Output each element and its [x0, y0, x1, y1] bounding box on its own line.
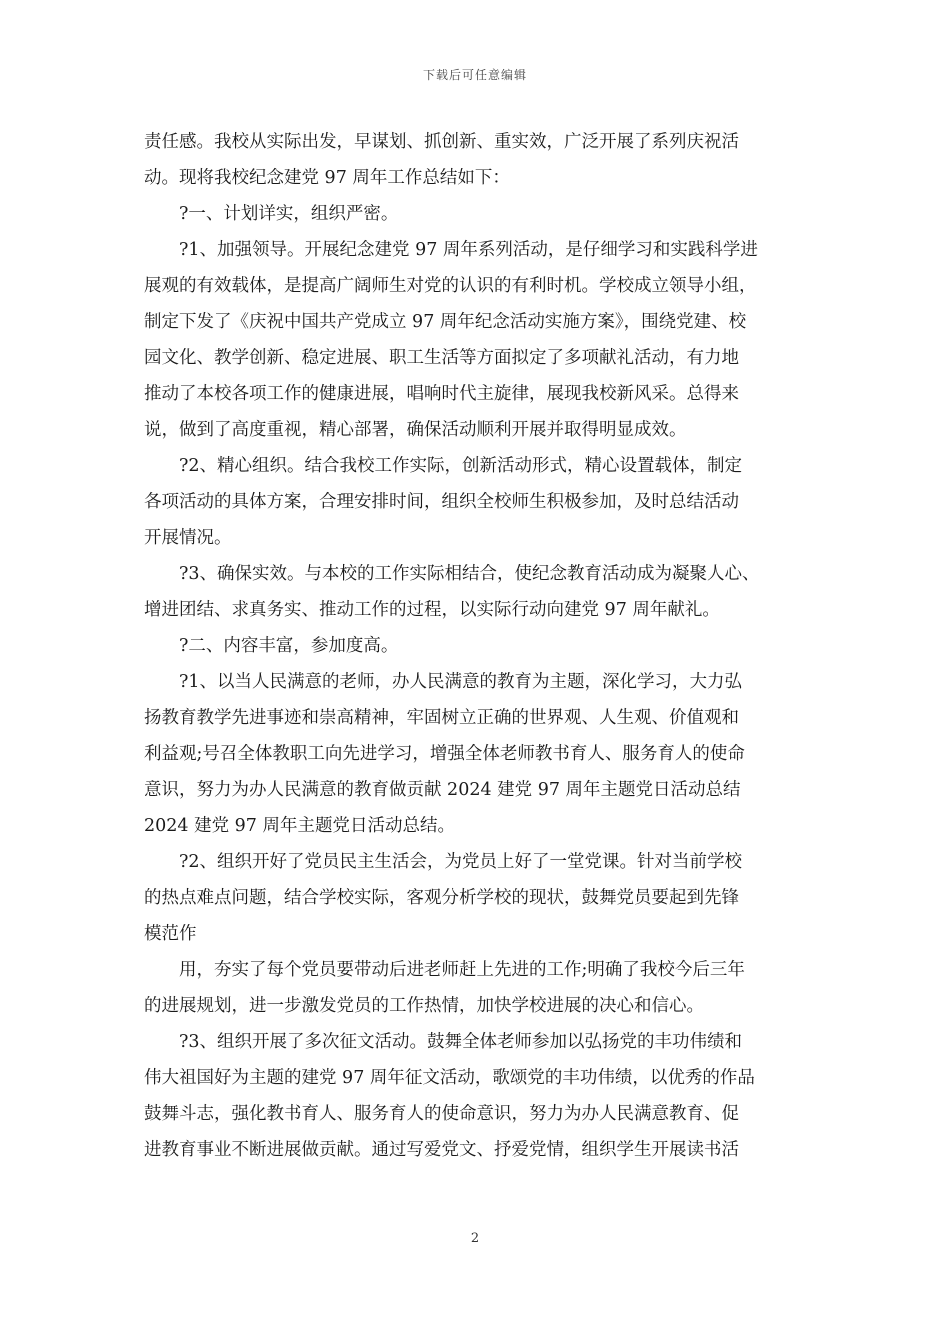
text-line: 说，做到了高度重视，精心部署，确保活动顺利开展并取得明显成效。 [144, 420, 687, 440]
text-line: ?2、精心组织。结合我校工作实际，创新活动形式，精心设置载体，制定 [179, 456, 743, 476]
text-line: 鼓舞斗志，强化教书育人、服务育人的使命意识，努力为办人民满意教育、促 [144, 1104, 739, 1124]
text-line: 意识，努力为办人民满意的教育做贡献 2024 建党 97 周年主题党日活动总结 [144, 780, 741, 800]
text-line: ?二、内容丰富，参加度高。 [179, 636, 399, 656]
text-line: ?3、组织开展了多次征文活动。鼓舞全体老师参加以弘扬党的丰功伟绩和 [179, 1032, 743, 1052]
text-line: 责任感。我校从实际出发，早谋划、抓创新、重实效，广泛开展了系列庆祝活 [144, 132, 739, 152]
text-line: 2024 建党 97 周年主题党日活动总结。 [144, 816, 455, 836]
text-line: ?2、组织开好了党员民主生活会，为党员上好了一堂党课。针对当前学校 [179, 852, 743, 872]
page-number: 2 [470, 1231, 480, 1246]
text-line: 进教育事业不断进展做贡献。通过写爱党文、抒爱党情，组织学生开展读书活 [144, 1140, 739, 1160]
text-line: 增进团结、求真务实、推动工作的过程，以实际行动向建党 97 周年献礼。 [144, 600, 720, 620]
text-line: 各项活动的具体方案，合理安排时间，组织全校师生积极参加，及时总结活动 [144, 492, 739, 512]
text-line: 展观的有效载体，是提高广阔师生对党的认识的有利时机。学校成立领导小组， [144, 276, 757, 296]
text-line: 推动了本校各项工作的健康进展，唱响时代主旋律，展现我校新风采。总得来 [144, 384, 739, 404]
text-line: 园文化、教学创新、稳定进展、职工生活等方面拟定了多项献礼活动，有力地 [144, 348, 739, 368]
text-line: ?1、加强领导。开展纪念建党 97 周年系列活动，是仔细学习和实践科学进 [179, 240, 758, 260]
page-header: 下载后可任意编辑 [422, 68, 527, 82]
text-line: 用，夯实了每个党员要带动后进老师赶上先进的工作;明确了我校今后三年 [179, 960, 745, 980]
text-line: 的进展规划，进一步激发党员的工作热情，加快学校进展的决心和信心。 [144, 996, 704, 1016]
document-body [144, 124, 808, 1168]
text-line: 的热点难点问题，结合学校实际，客观分析学校的现状，鼓舞党员要起到先锋 [144, 888, 739, 908]
text-line: ?一、计划详实，组织严密。 [179, 204, 399, 224]
text-line: ?1、以当人民满意的老师，办人民满意的教育为主题，深化学习，大力弘 [179, 672, 743, 692]
text-line: 模范作 [144, 924, 197, 944]
text-line: 扬教育教学先进事迹和崇高精神，牢固树立正确的世界观、人生观、价值观和 [144, 708, 739, 728]
text-line: 动。现将我校纪念建党 97 周年工作总结如下： [144, 168, 510, 188]
text-line: 伟大祖国好为主题的建党 97 周年征文活动，歌颂党的丰功伟绩，以优秀的作品 [144, 1068, 755, 1088]
text-line: ?3、确保实效。与本校的工作实际相结合，使纪念教育活动成为凝聚人心、 [179, 564, 760, 584]
text-line: 利益观;号召全体教职工向先进学习，增强全体老师教书育人、服务育人的使命 [144, 744, 745, 764]
text-line: 开展情况。 [144, 528, 232, 548]
text-line: 制定下发了《庆祝中国共产党成立 97 周年纪念活动实施方案》，围绕党建、校 [144, 312, 747, 332]
